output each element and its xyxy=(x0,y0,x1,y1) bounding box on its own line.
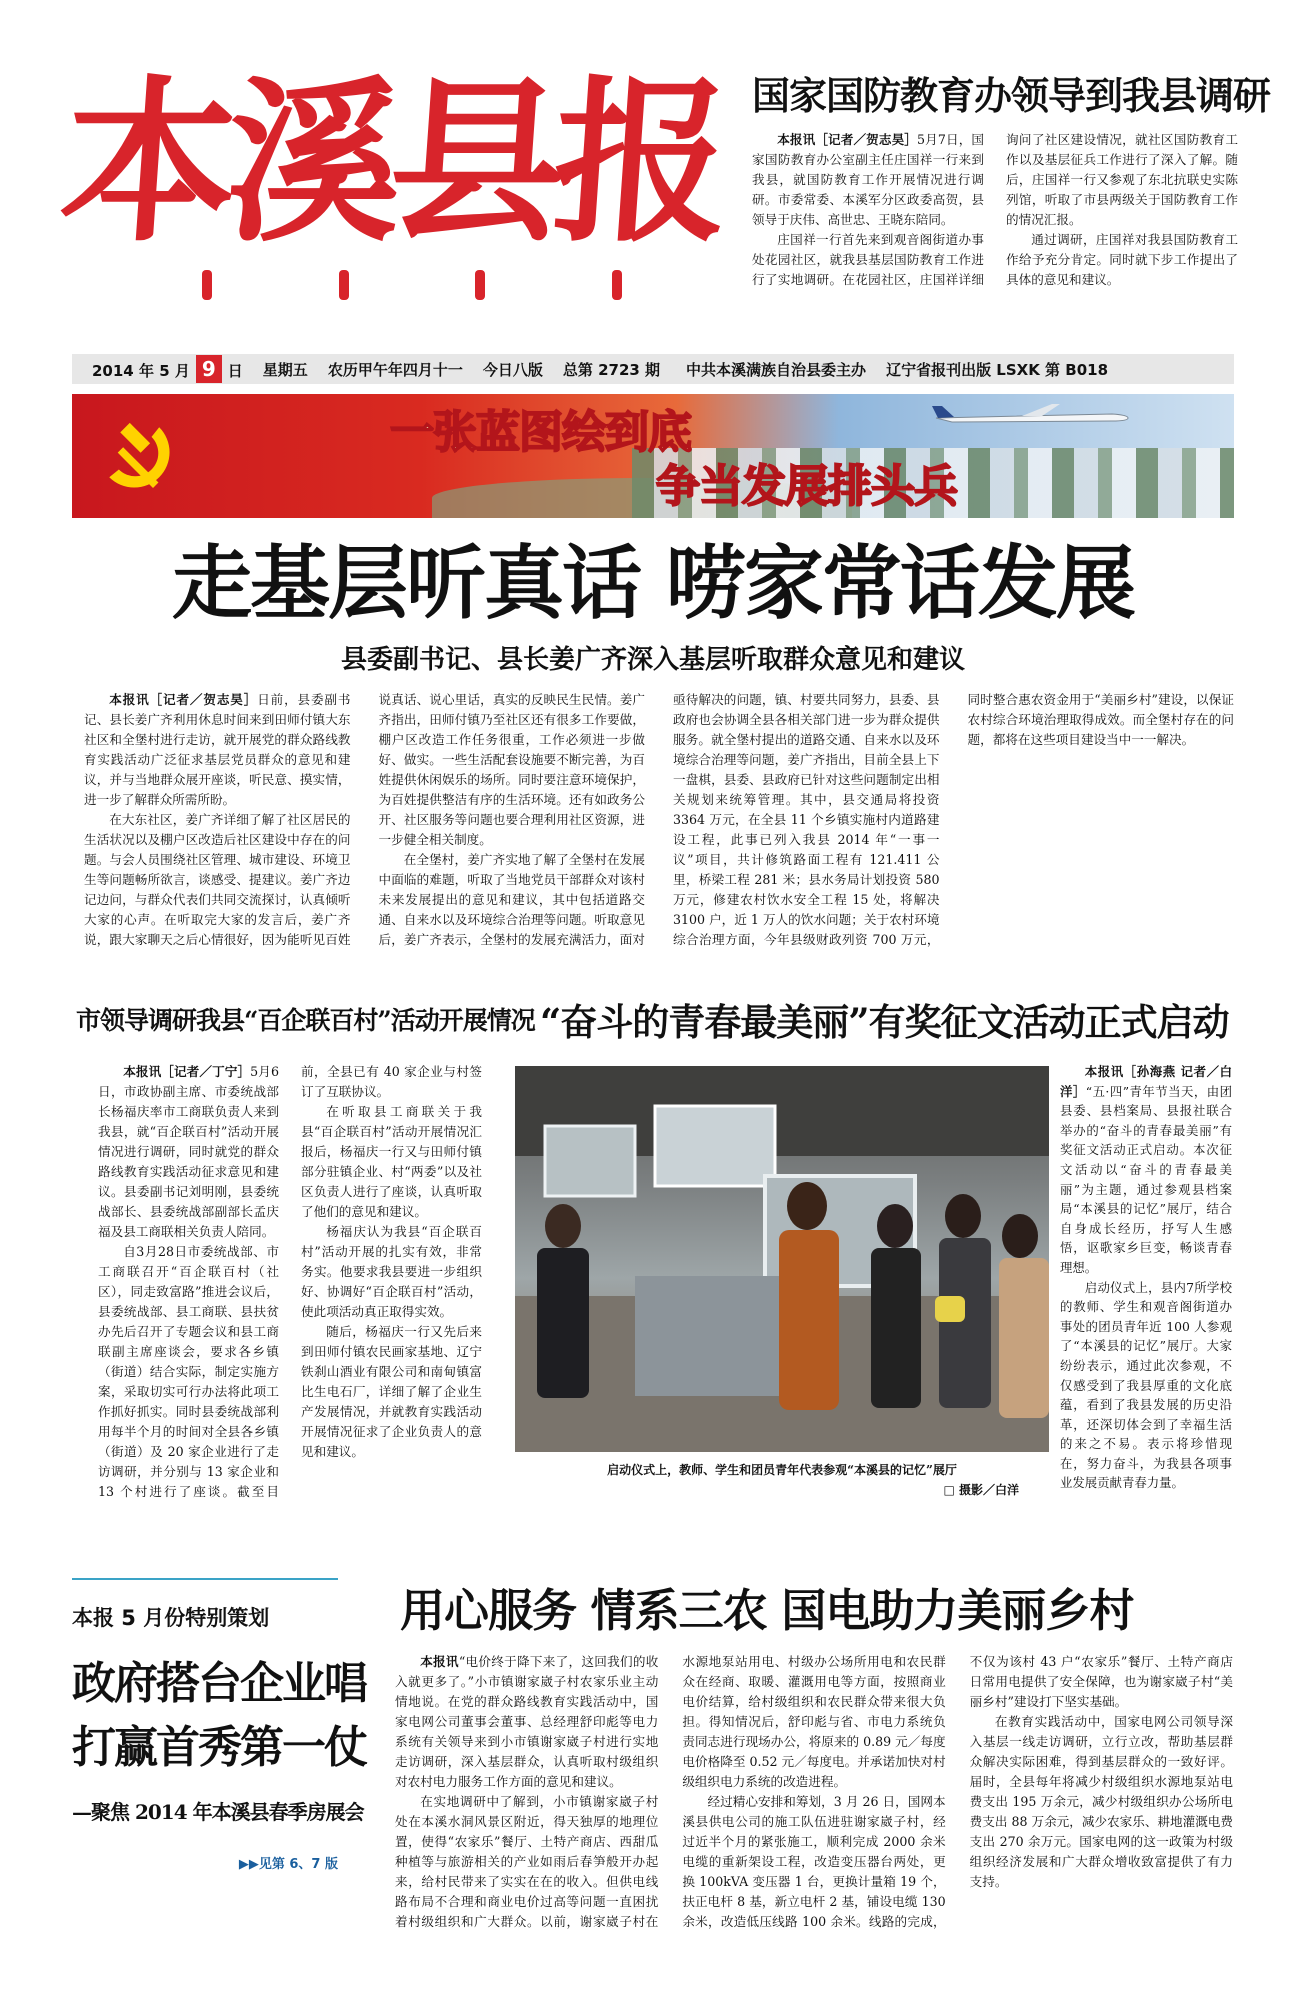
hammer-sickle-icon xyxy=(92,410,188,506)
photo-caption: 启动仪式上，教师、学生和团员青年代表参观“本溪县的记忆”展厅 xyxy=(607,1463,957,1477)
edition-count: 今日八版 xyxy=(482,360,543,379)
issue-number: 总第 2723 期 xyxy=(562,360,661,379)
main-article-paragraph: 在大东社区，姜广齐详细了解了社区居民的生活状况以及棚户区改造后社区建设中存在的问题。与会人员围绕社区管理、城市建设、环境卫生等问题畅所欲言，谈感受、提建议。姜广齐边记边问，与群众代表们共同交流探讨，认真倾听大家的心声。在听取完大家的发言后，姜广齐说，跟大家聊天之后心情很好，因为能听见百姓说真话、说心里话，真实的反映民生民情。姜广齐指出，田师付镇乃至社区还有很多工作要做，棚户区改造工作任务很重，工作必须进一步做好、做实。一些生活配套设施要不断完善，为百姓提供休闲娱乐的场所。同时要注意环境保护，为百姓提供整洁有序的生活环境。还有如政务公开、社区服务等问题也要合理利用社区资源，进一步健全相关制度。 xyxy=(84,692,645,947)
date: 2014 年 5 月 9 日 xyxy=(92,357,243,381)
masthead-mongolian-script xyxy=(202,270,622,300)
weekday: 星期五 xyxy=(262,360,308,379)
top-article xyxy=(752,70,1271,320)
left-article-paragraph: 随后，杨福庆一行又先后来到田师付镇农民画家基地、辽宁铁刹山酒业有限公司和南甸镇富比生电石厂，详细了解了企业生产发展情况，并就教育实践活动开展情况征求了企业负责人的意见和建议。 xyxy=(301,1324,482,1459)
date-bar xyxy=(72,354,1234,384)
special-subtitle: —聚焦 2014 年本溪县春季房展会 xyxy=(72,1800,364,1824)
bottom-article-lead: 本报讯 xyxy=(420,1654,459,1669)
left-article-headline: 市领导调研我县“百企联百村”活动开展情况 xyxy=(76,1006,535,1035)
top-article-headline: 国家国防教育办领导到我县调研 xyxy=(752,74,1271,118)
day-box: 9 xyxy=(196,355,222,383)
main-headline: 走基层听真话 唠家常话发展 xyxy=(172,537,1134,630)
main-article-lead: 本报讯［记者／贺志昊］ xyxy=(109,692,258,707)
photo-credit: □ 摄影／白洋 xyxy=(943,1483,1019,1497)
top-article-paragraph: 通过调研，庄国祥对我县国防教育工作给予充分肯定。同时就下步工作提出了具体的意见和建议。 xyxy=(1006,232,1238,287)
publisher: 中共本溪满族自治县委主办 xyxy=(686,360,867,379)
slogan-banner xyxy=(72,394,1234,518)
main-article-paragraph: 在全堡村，姜广齐实地了解了全堡村在发展中面临的难题，听取了当地党员干部群众对该村未来发展提出的意见和建议，其中包括道路交通、自来水以及环境综合治理等问题。听取意见后，姜广齐表示，全堡村的发展充满活力，面对亟待解决的问题，镇、村要共同努力，县委、县政府也会协调全县各相关部门进一步为群众提供服务。就全堡村提出的道路交通、自来水以及环境综合治理等问题，姜广齐指出，目前全县上下一盘棋，县委、县政府已针对这些问题制定出相关规划来统筹管理。其中，县交通局将投资 3364 万元，在全县 11 个乡镇实施村内道路建设工程，此事已列入我县 2014 年“一事一议”项目，共计修筑路面工程有 121.411 公里，桥梁工程 281 米；县水务局计划投资 580 万元，修建农村饮水安全工程 15 处，将解决 3100 户，近 1 万人的饮水问题；关于农村环境综合治理方面，今年县级财政列资 700 万元，同时整合惠农资金用于“美丽乡村”建设，以保证农村综合环境治理取得成效。而全堡村存在的问题，都将在这些项目建设当中一一解决。 xyxy=(378,692,1234,947)
top-article-body xyxy=(752,130,1238,314)
bottom-article-paragraph: 经过精心安排和筹划，3 月 26 日，国网本溪县供电公司的施工队伍进驻谢家崴子村，经过近半个月的紧张施工，顺利完成 2000 余米电缆的重新架设工程，改造变压器台两处，更换 100kVA 变压器 1 台，更换计量箱 19 个，扶正电杆 8 基，新立电杆 2 基，铺设电缆 130 余米，改造低压线路 100 余米。线路的完成，不仅为该村 43 户“农家乐”餐厅、土特产商店日常用电提供了安全保障，也为谢家崴子村“美丽乡村”建设打下坚实基础。 xyxy=(682,1654,1233,1929)
right-article-lead: 本报讯［孙海燕 记者／白洋］ xyxy=(1060,1064,1232,1099)
right-article-headline: “奋斗的青春最美丽”有奖征文活动正式启动 xyxy=(540,1000,1229,1044)
banner-line-1: 一张蓝图绘到底 xyxy=(390,407,691,458)
bottom-article-paragraph: 在教育实践活动中，国家电网公司领导深入基层一线走访调研，立行立改，帮助基层群众解决实际困难，得到基层群众的一致好评。届时，全县每年将减少村级组织水源地泵站电费支出 195 万余元，减少村级组织办公场所电费支出 88 万余元，减少农家乐、耕地灌溉电费支出 270 余万元。国家电网的这一政策为村级组织经济发展和广大群众增收致富提供了有力支持。 xyxy=(969,1714,1233,1889)
left-article-paragraph: 杨福庆认为我县“百企联百村”活动开展的扎实有效，非常务实。他要求我县要进一步组织好、协调好“百企联百村”活动，使此项活动真正取得实效。 xyxy=(301,1224,482,1319)
top-article-lead: 本报讯［记者／贺志昊］ xyxy=(777,132,918,147)
bottom-article-headline: 用心服务 情系三农 国电助力美丽乡村 xyxy=(400,1584,1134,1637)
right-article-body xyxy=(1060,1062,1232,1518)
main-subheadline: 县委副书记、县长姜广齐深入基层听取群众意见和建议 xyxy=(340,645,965,675)
license-number: 辽宁省报刊出版 LSXK 第 B018 xyxy=(886,360,1109,379)
bottom-article-paragraph: “电价终于降下来了，这回我们的收入就更多了。”小市镇谢家崴子村农家乐业主动情地说。在党的群众路线教育实践活动中，国家电网公司董事会董事、总经理舒印彪等电力系统有关领导来到小市镇谢家崴子村进行实地走访调研，深入基层群众，认真听取村级组织对农村电力服务工作方面的意见和建议。 xyxy=(395,1654,659,1789)
right-article-paragraph: 启动仪式上，县内7所学校的教师、学生和观音阁街道办事处的团员青年近 100 人参观了“本溪县的记忆”展厅。大家纷纷表示，通过此次参观，不仅感受到了我县厚重的文化底蕴，看到了我县发展的历史沿革，还深切体会到了幸福生活的来之不易。表示将珍惜现在，努力奋斗，为我县各项事业发展贡献青春力量。 xyxy=(1060,1279,1232,1491)
lunar-date: 农历甲午年四月十一 xyxy=(327,360,463,379)
left-article-paragraph: 5月6日，市政协副主席、市委统战部长杨福庆率市工商联负责人来到我县，就“百企联百村”活动开展情况进行调研，同时就党的群众路线教育实践活动征求意见和建议。县委副书记刘明刚，县委统战部长、县委统战部副部长孟庆福及县工商联相关负责人陪同。 xyxy=(98,1064,279,1239)
top-article-paragraph: 5月7日，国家国防教育办公室副主任庄国祥一行来到我县，就国防教育工作开展情况进行调研。市委常委、本溪军分区政委高贺，县领导于庆伟、高世忠、王晓东陪同。 xyxy=(752,132,985,227)
special-title-line-1: 政府搭台企业唱 xyxy=(72,1658,366,1709)
bottom-article-paragraph: 在实地调研中了解到，小市镇谢家崴子村处在本溪水洞风景区附近，得天独厚的地理位置，使得“农家乐”餐厅、土特产商店、西甜瓜种植等与旅游相关的产业如雨后春笋般开办起来，给村民带来了实实在在的收入。但供电线路布局不合理和商业电价过高等问题一直困扰着村级组织和广大群众。以前，谢家崴子村在水源地泵站用电、村级办公场所用电和农民群众在经商、取暖、灌溉用电等方面，按照商业电价结算，给村级组织和农民群众带来很大负担。得知情况后，舒印彪与省、市电力系统负责同志进行现场办公，将原来的 0.89 元／每度电价格降至 0.52 元／每度电。并承诺加快对村级组织电力系统的改造进程。 xyxy=(395,1654,946,1929)
left-article-paragraph: 在听取县工商联关于我县“百企联百村”活动开展情况汇报后，杨福庆一行又与田师付镇部分驻镇企业、村“两委”以及社区负责人进行了座谈，认真听取了他们的意见和建议。 xyxy=(301,1104,482,1219)
airplane-icon xyxy=(932,404,1132,428)
left-article-body xyxy=(98,1062,482,1518)
exhibition-photo xyxy=(515,1066,1049,1452)
left-article-paragraph: 自3月28日市委统战部、市工商联召开“百企联百村（社区），同走致富路”推进会议后，县委统战部、县工商联、县扶贫办先后召开了专题会议和县工商联副主席座谈会，要求各乡镇（街道）结合实际，制定实施方案，采取切实可行办法将此项工作抓好抓实。同时县委统战部利用每半个月的时间对全县各乡镇（街道）及 20 家企业进行了走访调研，并分别与 13 家企业和 13 个村进行了座谈。截至目前，全县已有 40 家企业与村签订了互联协议。 xyxy=(98,1064,482,1499)
masthead-title: 本溪县报 xyxy=(54,59,726,266)
main-article-paragraph: 日前，县委副书记、县长姜广齐利用休息时间来到田师付镇大东社区和全堡村进行走访，就开展党的群众路线教育实践活动广泛征求基层党员群众的意见和建议，并与当地群众展开座谈，听民意、摸实情，进一步了解群众所需所盼。 xyxy=(84,692,351,807)
banner-line-2: 争当发展排头兵 xyxy=(656,461,957,512)
masthead xyxy=(54,59,726,302)
special-kicker: 本报 5 月份特别策划 xyxy=(72,1606,270,1630)
special-feature xyxy=(72,1578,366,1924)
top-article-paragraph: 庄国祥一行首先来到观音阁街道办事处花园社区，就我县基层国防教育工作进行了实地调研。在花园社区，庄国祥详细询问了社区建设情况，就社区国防教育工作以及基层征兵工作进行了深入了解。随后，庄国祥一行又参观了东北抗联史实陈列馆，听取了市县两级关于国防教育工作的情况汇报。 xyxy=(752,132,1238,287)
bottom-article-body xyxy=(395,1652,1233,1942)
photo-caption-block xyxy=(515,1460,1049,1500)
main-article-body xyxy=(84,690,1234,950)
special-page-reference[interactable]: ▶▶见第 6、7 版 xyxy=(238,1857,338,1872)
special-title-line-2: 打赢首秀第一仗 xyxy=(72,1722,366,1773)
left-article-lead: 本报讯［记者／丁宁］ xyxy=(123,1064,251,1079)
right-article-paragraph: “五·四”青年节当天，由团县委、县档案局、县报社联合举办的“奋斗的青春最美丽”有奖征文活动正式启动。本次征文活动以“奋斗的青春最美丽”为主题，通过参观县档案局“本溪县的记忆”展厅，结合自身成长经历，抒写人生感悟，讴歌家乡巨变，畅谈青春理想。 xyxy=(1060,1083,1233,1275)
